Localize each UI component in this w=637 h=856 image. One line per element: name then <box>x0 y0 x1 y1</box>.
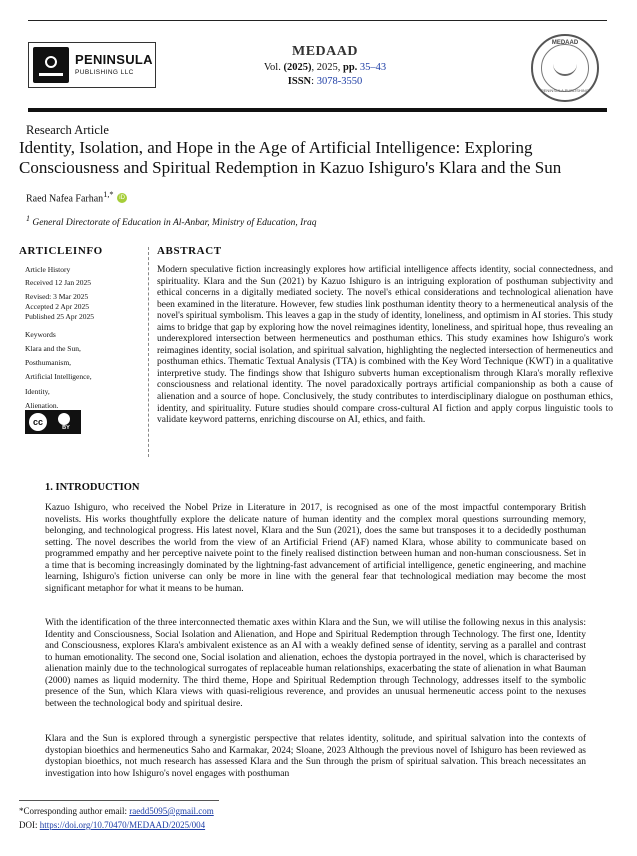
corresponding-author: *Corresponding author email: raedd5095@gmail.com <box>19 806 214 816</box>
orcid-icon[interactable]: iD <box>117 193 127 203</box>
revised-date: Revised: 3 Mar 2025 <box>25 292 89 301</box>
journal-name: MEDAAD <box>292 44 358 59</box>
affiliation: $^1$ General Directorate of Education in Al-Anbar, Ministry of Education, Iraq <box>26 214 317 229</box>
keyword-item: Identity, <box>25 387 50 396</box>
footnote-rule <box>19 800 219 801</box>
keyword-item: Alienation. <box>25 401 59 410</box>
publisher-sub: PUBLISHING LLC <box>75 69 134 76</box>
author-name: Raed Nafea Farhan <box>26 193 104 205</box>
body-paragraph: Klara and the Sun is explored through a synergistic perspective that relates identity, solitude, and spiritual salvation into the contexts of dystopian bioethics and hermeneutics Saho and Karmakar, 2024; Sloane, 2023 Although the previous novel of Ishiguro has been reviewed as dystopian bioethics, not much research has assessed Klara and the Sun through the prism of spiritual salvation. This breach necessitates an investigation into how Ishiguro's novel engages with posthuman <box>45 734 586 779</box>
article-type: Research Article <box>26 123 109 137</box>
page-range: 35–43 <box>359 62 387 73</box>
received-date: Received 12 Jan 2025 <box>25 278 92 287</box>
keyword-item: Klara and the Sun, <box>25 344 81 353</box>
cc-by-license-icon[interactable]: cc BY <box>25 410 81 434</box>
publisher-logo-icon <box>33 47 69 83</box>
keyword-item: Artificial Intelligence, <box>25 372 92 381</box>
publisher-name: PENINSULA <box>75 52 153 67</box>
body-paragraph: With the identification of the three interconnected thematic axes within Klara and the Sun, we will utilise the following nexus in this analysis: Identity and Consciousness, Social Isolation and Alienation, and Hope and Spiritual Redemption through Technology. The first one, Identity and Consciousness, explores Klara's ambivalent existence as an AI with a weakly defined sense of identity, serving as a parallel and contrast to human emotionality. The second one, Social isolation and alienation, echoes the dystopia portrayed in the novel, which is characterised by alienation mainly due to the technological surrogates of replaceable human relationships, exacerbating the state of alienation in what Bauman (2000) names as liquid modernity. The third theme, Hope and Spiritual Redemption through Technology, addresses itself to the symbolic presence of the Sun, which Klara views with quasi-religious reverence, and provides an unusual hermeneutic access point to the nexuses between the technological body and spiritual desire. <box>45 618 586 709</box>
doi-line: DOI: https://doi.org/10.70470/MEDAAD/2025/004 <box>19 820 206 830</box>
article-title: Identity, Isolation, and Hope in the Age of Artificial Intelligence: Exploring Consciousness and Spiritual Redemption in Kazuo Ishiguro's Klara and the Sun <box>19 138 562 177</box>
article-info-heading: ARTICLEINFO <box>19 245 103 257</box>
doi-link[interactable]: https://doi.org/10.70470/MEDAAD/2025/004 <box>39 820 206 830</box>
body-paragraph: Kazuo Ishiguro, who received the Nobel Prize in Literature in 2017, is recognised as one of the most impactful contemporary British novelists. His works thoughtfully explore the delicate nature of human identity and the complex moral questions surrounding memory, belonging, and technological progress. His latest novel, Klara and the Sun (2021), does the same but transposes it to a decidedly posthuman setting. The novel describes the world from the view of an Artificial Friend (AF) named Klara, whose ability to communicate based on programmed empathy and her perceptive naivete point to the finely realised distinction between human and non-human consciousness. Set in a time that is becoming increasingly dominated by the lightning-fast advancement of artificial intelligence, genetic engineering, and machine learning, Ishiguro's fiction universe can only be more in line with the general fear that technological mediation may become the most significant metaphor for what it means to be human. <box>45 503 586 594</box>
author-line: Raed Nafea Farhan$^{1,*}$ iD <box>26 190 127 204</box>
issn-line: ISSN: 3078-3550 <box>287 76 363 87</box>
abstract-text: Modern speculative fiction increasingly explores how artificial intelligence affects identity, social connectedness, and spirituality. Klara and the Sun (2021) by Kazuo Ishiguro is an intriguing exploration of posthuman subjectivity and ethical concerns in a digitally mediated society. The novel's ethical considerations and technological alienation have been examined in the literature. However, few studies link posthuman identity theory to a hermeneutical analysis of the novel's spiritual symbolism. This leaves a gap in the study of identity, loneliness, and optimism in AI stories. This study aims to bridge that gap by exploring how the novel reimagines identity, loneliness, and spiritual hope, thus revealing an underexplored intersection between hermeneutics and posthuman ethics. This study examines how Ishiguro's work reimagines identity, social isolation, and spiritual salvation, highlighting the neglected intersection of hermeneutics and posthuman ethics. Thematic Textual Analysis (TTA) is combined with the Key Word Technique (KWT) in a qualitative interpretive study. The findings show that Ishiguro subverts human exceptionalism through Klara's morally reflexive consciousness and relational identity. The novel paradoxically portrays artificial companionship as both a cause of alienation and a source of hope. Conclusively, the study contributes to interdisciplinary dialogue on posthuman ethics, identity, and spirituality. Future studies should compare cross-cultural AI fiction and apply corpus linguistic tools to validate keyword patterns, enriching discourse on AI, ethics, and faith. <box>157 265 613 426</box>
author-email-link[interactable]: raedd5095@gmail.com <box>129 806 214 816</box>
journal-seal-icon: MEDAAD PENINSULA PUBLISHING <box>531 34 599 102</box>
header-bottom-rule <box>28 108 607 112</box>
keywords-label: Keywords <box>25 330 56 339</box>
publisher-logo <box>28 42 156 88</box>
volume-line: Vol. (2025), 2025, pp. 35–43 <box>263 62 387 73</box>
column-divider <box>148 247 150 457</box>
history-label: Article History <box>25 265 71 274</box>
introduction-heading: 1. INTRODUCTION <box>45 482 140 493</box>
published-date: Published 25 Apr 2025 <box>25 312 94 321</box>
keyword-item: Posthumanism, <box>25 358 72 367</box>
abstract-heading: ABSTRACT <box>157 245 222 257</box>
header-top-rule <box>28 20 607 21</box>
accepted-date: Accepted 2 Apr 2025 <box>25 302 89 311</box>
